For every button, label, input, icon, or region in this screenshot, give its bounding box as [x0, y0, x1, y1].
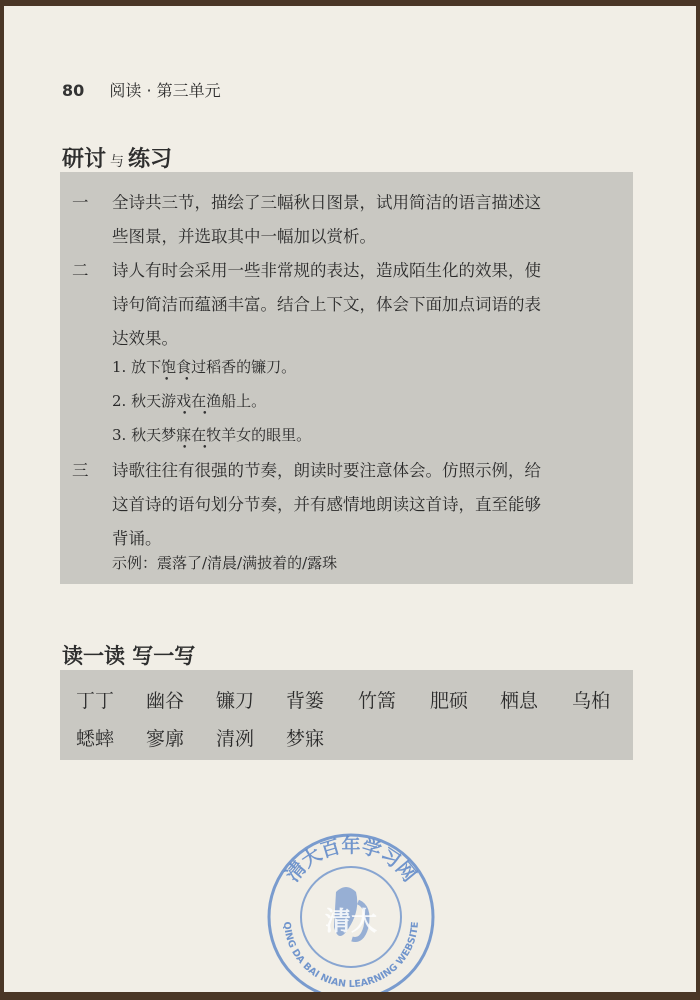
emphasis-dots: • •	[182, 443, 214, 453]
vocab-word: 竹篙	[358, 690, 397, 712]
question-line: 诗歌往往有很强的节奏，朗读时要注意体会。仿照示例，给	[112, 461, 541, 480]
svg-text:清大: 清大	[324, 907, 378, 937]
sub-item-3: 3. 秋天梦寐在牧羊女的眼里。	[112, 426, 312, 444]
vocab-word: 寥廓	[146, 728, 185, 750]
watermark-stamp-icon	[266, 832, 436, 992]
page-header	[62, 78, 221, 101]
question-number: 一	[72, 193, 89, 212]
vocab-word: 幽谷	[146, 690, 185, 712]
question-line: 诗人有时会采用一些非常规的表达，造成陌生化的效果，使	[112, 261, 541, 280]
question-line: 达效果。	[112, 329, 178, 348]
question-1	[72, 186, 632, 254]
vocab-word: 乌桕	[572, 690, 611, 712]
vocab-word: 梦寐	[286, 728, 325, 750]
emphasis-dots: • •	[164, 375, 196, 385]
words-box	[60, 670, 633, 760]
vocab-word: 蟋蟀	[76, 728, 115, 750]
example-line: 示例：震落了/清晨/满披着的/露珠	[112, 554, 338, 572]
question-line: 诗句简洁而蕴涵丰富。结合上下文，体会下面加点词语的表	[112, 295, 541, 314]
section-title-discussion	[62, 142, 172, 173]
question-line: 这首诗的语句划分节奏，并有感情地朗读这首诗，直至能够	[112, 495, 541, 514]
vocab-word: 丁丁	[76, 690, 115, 712]
section-title-part-b: 练习	[128, 147, 173, 172]
section-title-join: 与	[110, 154, 125, 170]
svg-text:QING DA BAI NIAN LEARNING WEBS: QING DA BAI NIAN LEARNING WEBSITE	[280, 921, 422, 991]
question-line: 全诗共三节，描绘了三幅秋日图景，试用简洁的语言描述这	[112, 193, 541, 212]
textbook-page	[4, 6, 696, 992]
svg-text:清大百年学习网: 清大百年学习网	[281, 835, 421, 887]
unit-name: 阅读 · 第三单元	[109, 81, 221, 100]
question-line: 背诵。	[112, 529, 162, 548]
question-3	[72, 454, 632, 556]
emphasis-dots: • •	[182, 409, 214, 419]
vocab-word: 栖息	[500, 690, 539, 712]
question-line: 些图景，并选取其中一幅加以赏析。	[112, 227, 376, 246]
section-title-read-write: 读一读 写一写	[62, 644, 196, 668]
question-number: 二	[72, 261, 89, 280]
question-number: 三	[72, 461, 89, 480]
question-2	[72, 254, 632, 356]
sub-item-1: 1. 放下饱食过稻香的镰刀。	[112, 358, 297, 376]
vocab-word: 镰刀	[216, 690, 255, 712]
page-number: 80	[62, 81, 85, 100]
vocab-word: 清冽	[216, 728, 255, 750]
vocab-word: 背篓	[286, 690, 325, 712]
sub-item-2: 2. 秋天游戏在渔船上。	[112, 392, 267, 410]
vocab-word: 肥硕	[430, 690, 469, 712]
section-title-part-a: 研讨	[62, 147, 107, 172]
exercise-box	[60, 172, 633, 584]
